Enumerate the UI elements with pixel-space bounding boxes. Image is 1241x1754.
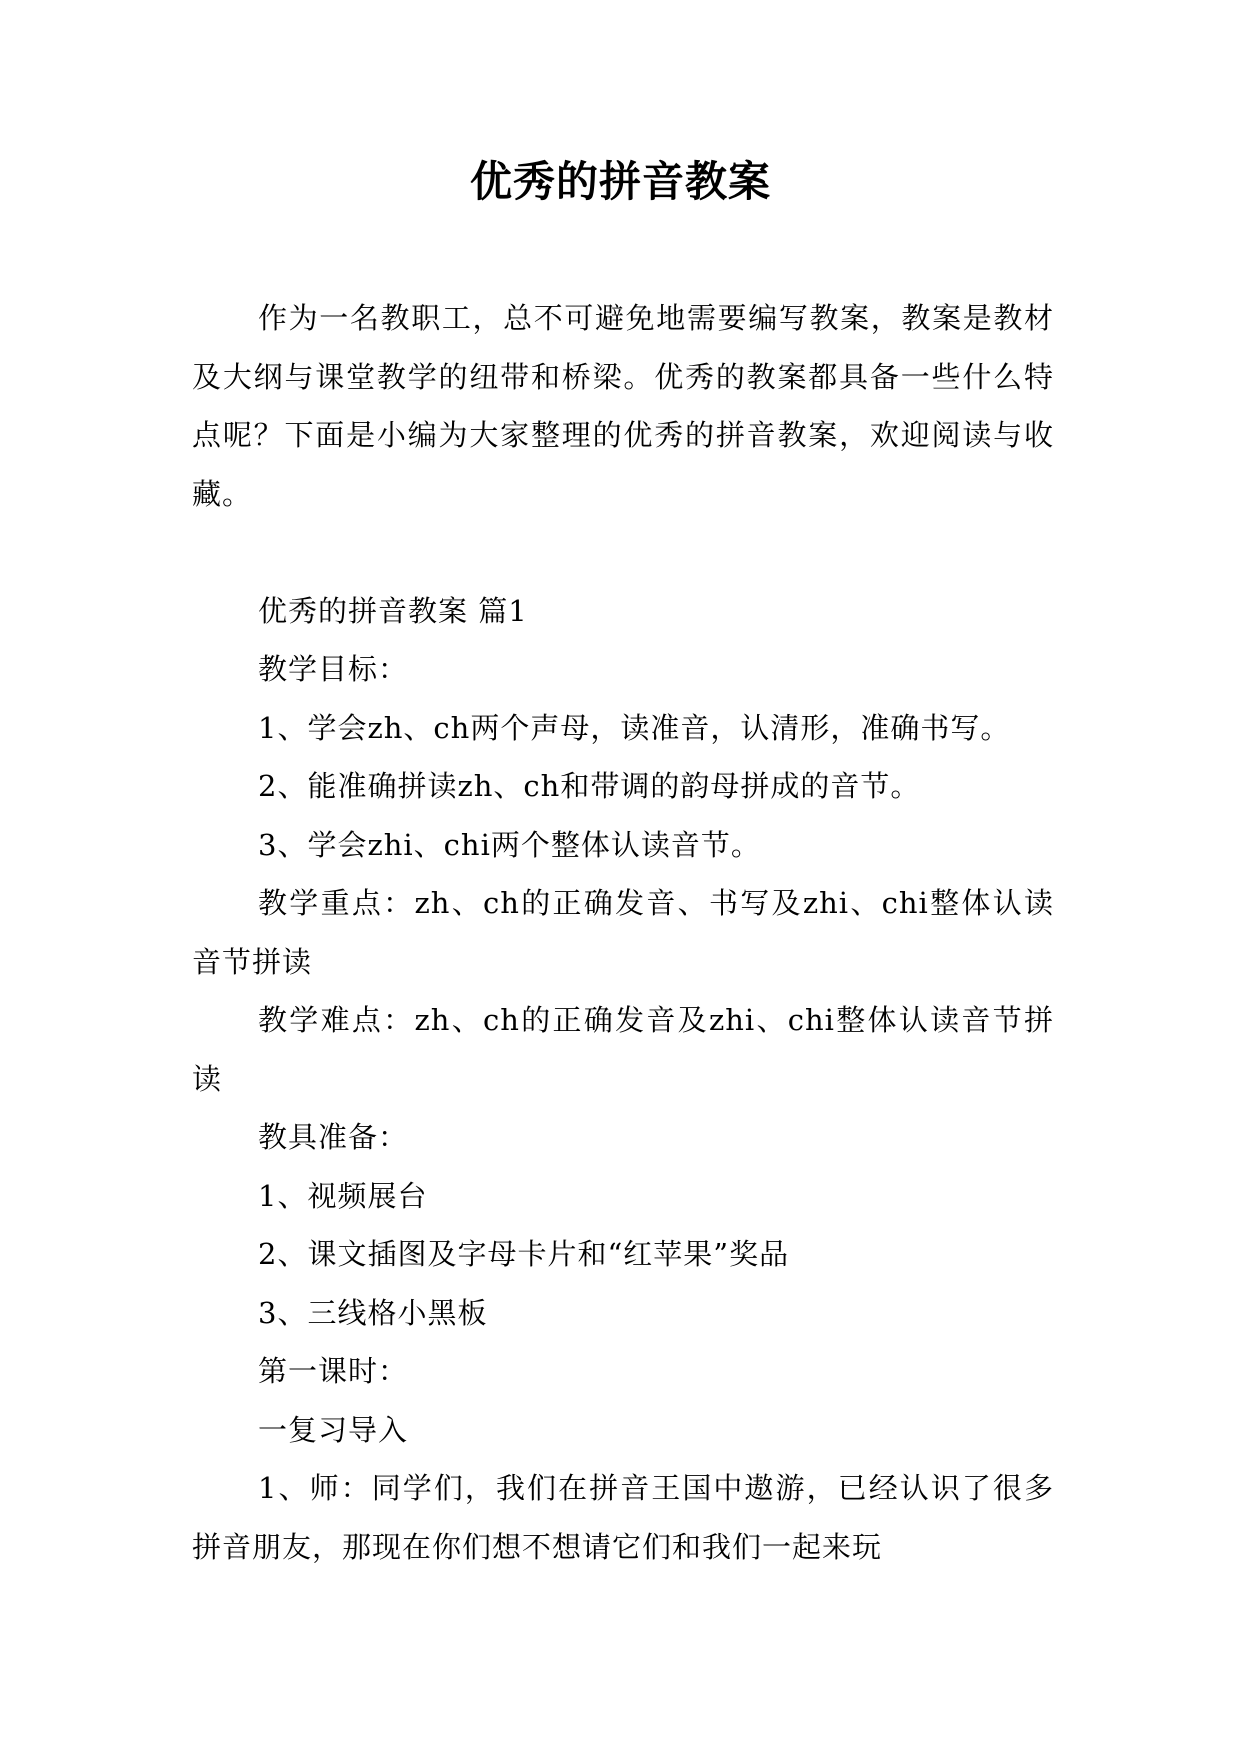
step-paragraph: 1、师：同学们，我们在拼音王国中遨游，已经认识了很多拼音朋友，那现在你们想不想请它们和我们一起来玩 <box>192 1471 1054 1564</box>
lesson-label: 第一课时： <box>258 1354 409 1388</box>
goal-item: 2、能准确拼读zh、ch和带调的韵母拼成的音节。 <box>258 769 921 803</box>
step-heading: 一复习导入 <box>258 1412 409 1447</box>
materials-label: 教具准备： <box>258 1120 409 1154</box>
intro-paragraph: 作为一名教职工，总不可避免地需要编写教案，教案是教材及大纲与课堂教学的纽带和桥梁。优秀的教案都具备一些什么特点呢？下面是小编为大家整理的优秀的拼音教案，欢迎阅读与收藏。 <box>192 301 1054 511</box>
section-spacer <box>192 523 1054 582</box>
material-item: 1、视频展台 <box>258 1178 428 1213</box>
section-heading: 优秀的拼音教案 篇1 <box>258 593 528 628</box>
document-body <box>192 289 1054 1576</box>
teaching-focus: 教学重点：zh、ch的正确发音、书写及zhi、chi整体认读音节拼读 <box>192 886 1054 979</box>
teaching-difficulty: 教学难点：zh、ch的正确发音及zhi、chi整体认读音节拼读 <box>192 1003 1054 1096</box>
document-title: 优秀的拼音教案 <box>469 157 771 206</box>
goal-item: 1、学会zh、ch两个声母，读准音，认清形，准确书写。 <box>258 710 1011 745</box>
material-item: 3、三线格小黑板 <box>258 1295 488 1330</box>
material-item: 2、课文插图及字母卡片和“红苹果”奖品 <box>258 1237 790 1271</box>
teaching-goals-label: 教学目标： <box>258 652 409 686</box>
goal-item: 3、学会zhi、chi两个整体认读音节。 <box>258 827 761 862</box>
